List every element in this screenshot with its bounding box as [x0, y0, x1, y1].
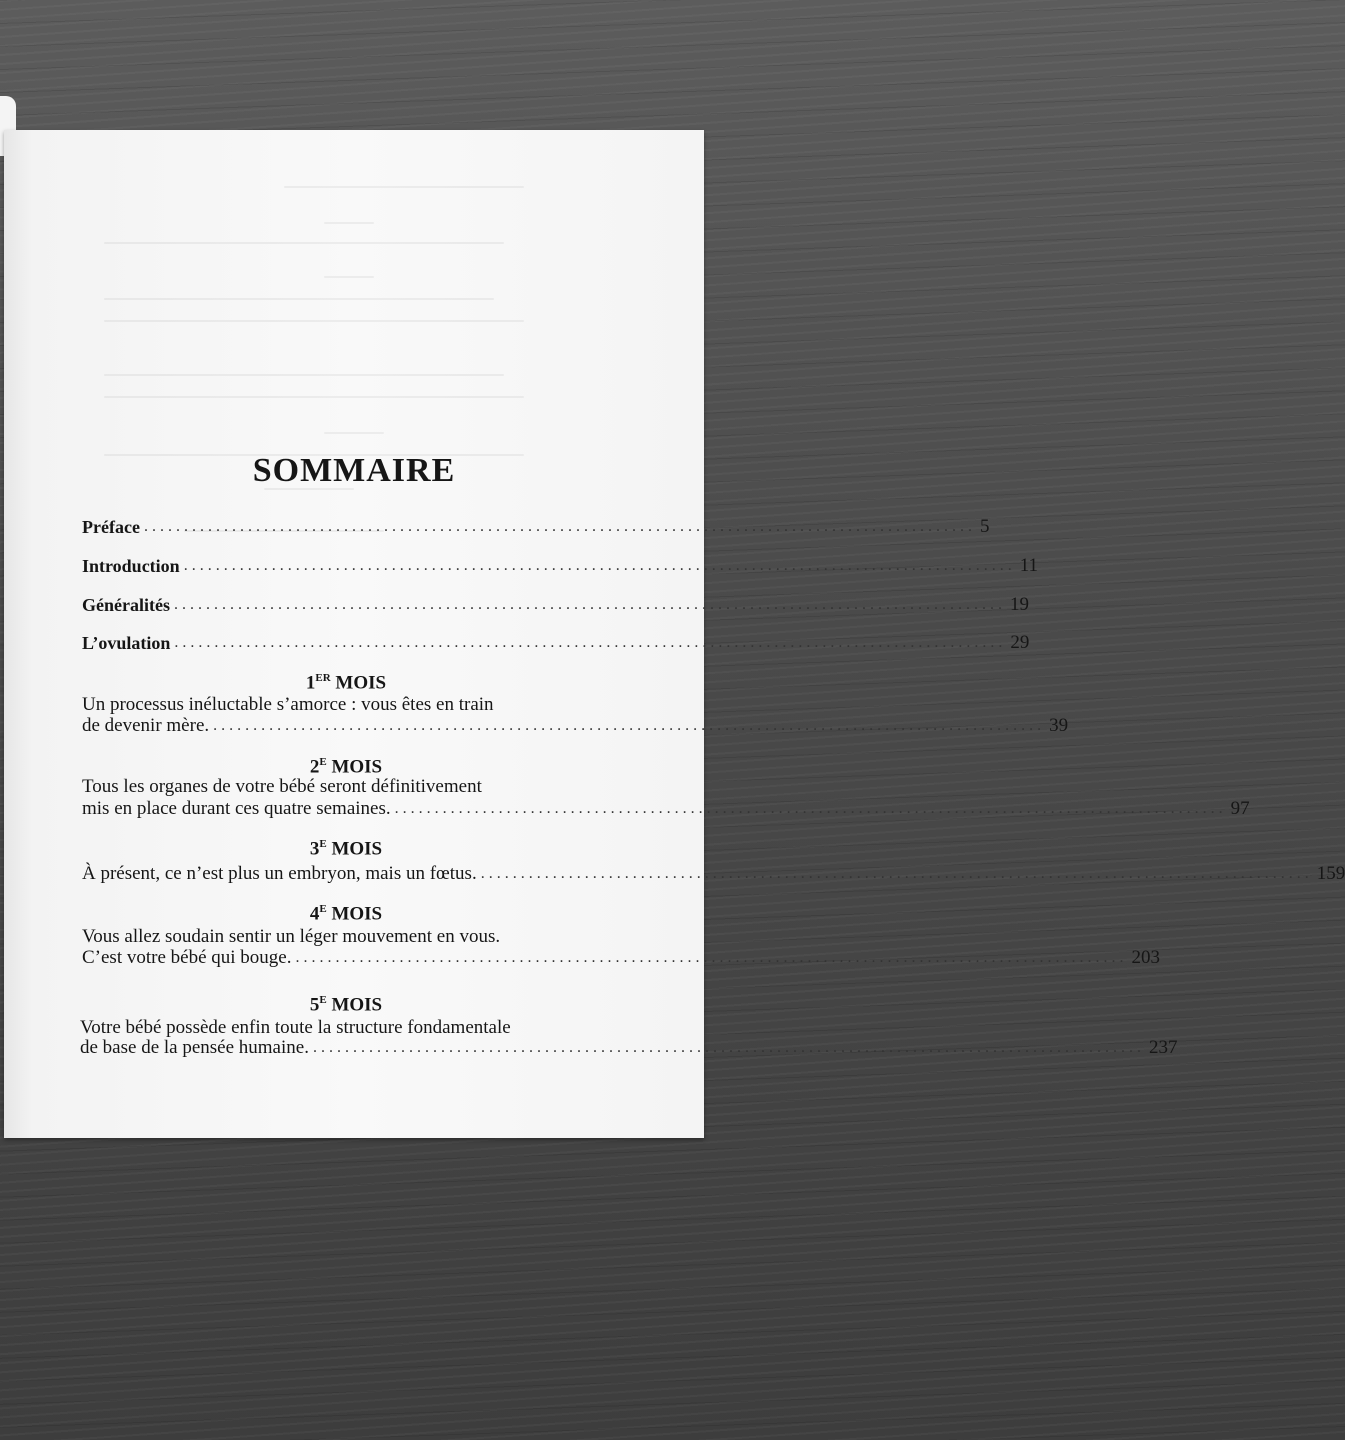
month-word: MOIS — [331, 903, 383, 925]
month-heading-1 — [82, 672, 610, 694]
toc-entry-generalites — [82, 592, 1029, 616]
month-description-line: de base de la pensée humaine. — [80, 1037, 309, 1058]
month-entry-2 — [82, 796, 1250, 820]
month-heading-5 — [82, 994, 610, 1016]
book-page — [4, 130, 1345, 1138]
toc-entry-page: 203 — [1131, 947, 1160, 968]
page-title: SOMMAIRE — [252, 452, 456, 489]
leader-dots: ........................................................................................................ — [143, 518, 976, 535]
toc-entry-page: 159 — [1316, 863, 1345, 884]
toc-entry-page: 237 — [1148, 1037, 1178, 1058]
toc-entry-page: 5 — [979, 516, 990, 537]
leader-dots: ........................................................................................................ — [173, 596, 1006, 613]
month-description-line: Un processus inéluctable s’amorce : vous êtes en train — [82, 694, 494, 715]
month-number: 5 — [309, 994, 320, 1016]
month-description-line: À présent, ce n’est plus un embryon, mais un fœtus. — [82, 863, 477, 884]
toc-entry-page: 97 — [1230, 798, 1250, 819]
toc-entry-introduction — [82, 553, 1038, 577]
month-entry-5 — [80, 1035, 1178, 1059]
toc-entry-page: 29 — [1010, 632, 1030, 653]
month-entry-4 — [82, 945, 1160, 969]
leader-dots: ........................................................................................................ — [480, 865, 1313, 882]
leader-dots: ........................................................................................................ — [312, 1039, 1145, 1056]
month-entry-3 — [82, 861, 1345, 885]
month-description-line: mis en place durant ces quatre semaines. — [82, 798, 391, 819]
toc-entry-label: Généralités — [82, 595, 170, 615]
month-heading-4 — [82, 903, 610, 925]
month-number: 2 — [309, 756, 320, 778]
month-suffix: E — [319, 994, 327, 1006]
toc-entry-page: 19 — [1009, 594, 1029, 615]
month-number: 3 — [309, 838, 320, 860]
month-entry-1 — [82, 713, 1069, 737]
show-through-text — [104, 170, 624, 610]
toc-entry-page: 39 — [1049, 715, 1069, 736]
leader-dots: ........................................................................................................ — [174, 634, 1007, 651]
toc-entry-label: Préface — [82, 517, 140, 537]
toc-entry-ovulation — [82, 630, 1030, 654]
month-suffix: E — [319, 903, 327, 915]
leader-dots: ........................................................................................................ — [394, 800, 1227, 817]
month-suffix: E — [319, 756, 327, 768]
toc-entry-preface — [82, 514, 990, 538]
toc-entry-label: L’ovulation — [82, 633, 171, 653]
month-word: MOIS — [331, 838, 383, 860]
month-description-line: Vous allez soudain sentir un léger mouvement en vous. — [82, 926, 501, 947]
month-word: MOIS — [331, 994, 383, 1016]
toc-entry-label: Introduction — [82, 556, 180, 576]
month-suffix: ER — [315, 672, 331, 684]
month-description-line: C’est votre bébé qui bouge. — [82, 947, 292, 968]
month-heading-2 — [82, 756, 610, 778]
leader-dots: ........................................................................................................ — [295, 949, 1128, 966]
month-description-line: Votre bébé possède enfin toute la structure fondamentale — [80, 1017, 511, 1038]
leader-dots: ........................................................................................................ — [213, 717, 1046, 734]
month-word: MOIS — [331, 756, 383, 778]
month-word: MOIS — [335, 672, 387, 694]
month-number: 1 — [305, 672, 316, 694]
month-description-line: Tous les organes de votre bébé seront définitivement — [82, 776, 482, 797]
leader-dots: ........................................................................................................ — [183, 557, 1016, 574]
month-suffix: E — [319, 838, 327, 850]
month-heading-3 — [82, 838, 610, 860]
month-description-line: de devenir mère. — [82, 715, 210, 736]
toc-entry-page: 11 — [1019, 555, 1038, 576]
month-number: 4 — [309, 903, 320, 925]
